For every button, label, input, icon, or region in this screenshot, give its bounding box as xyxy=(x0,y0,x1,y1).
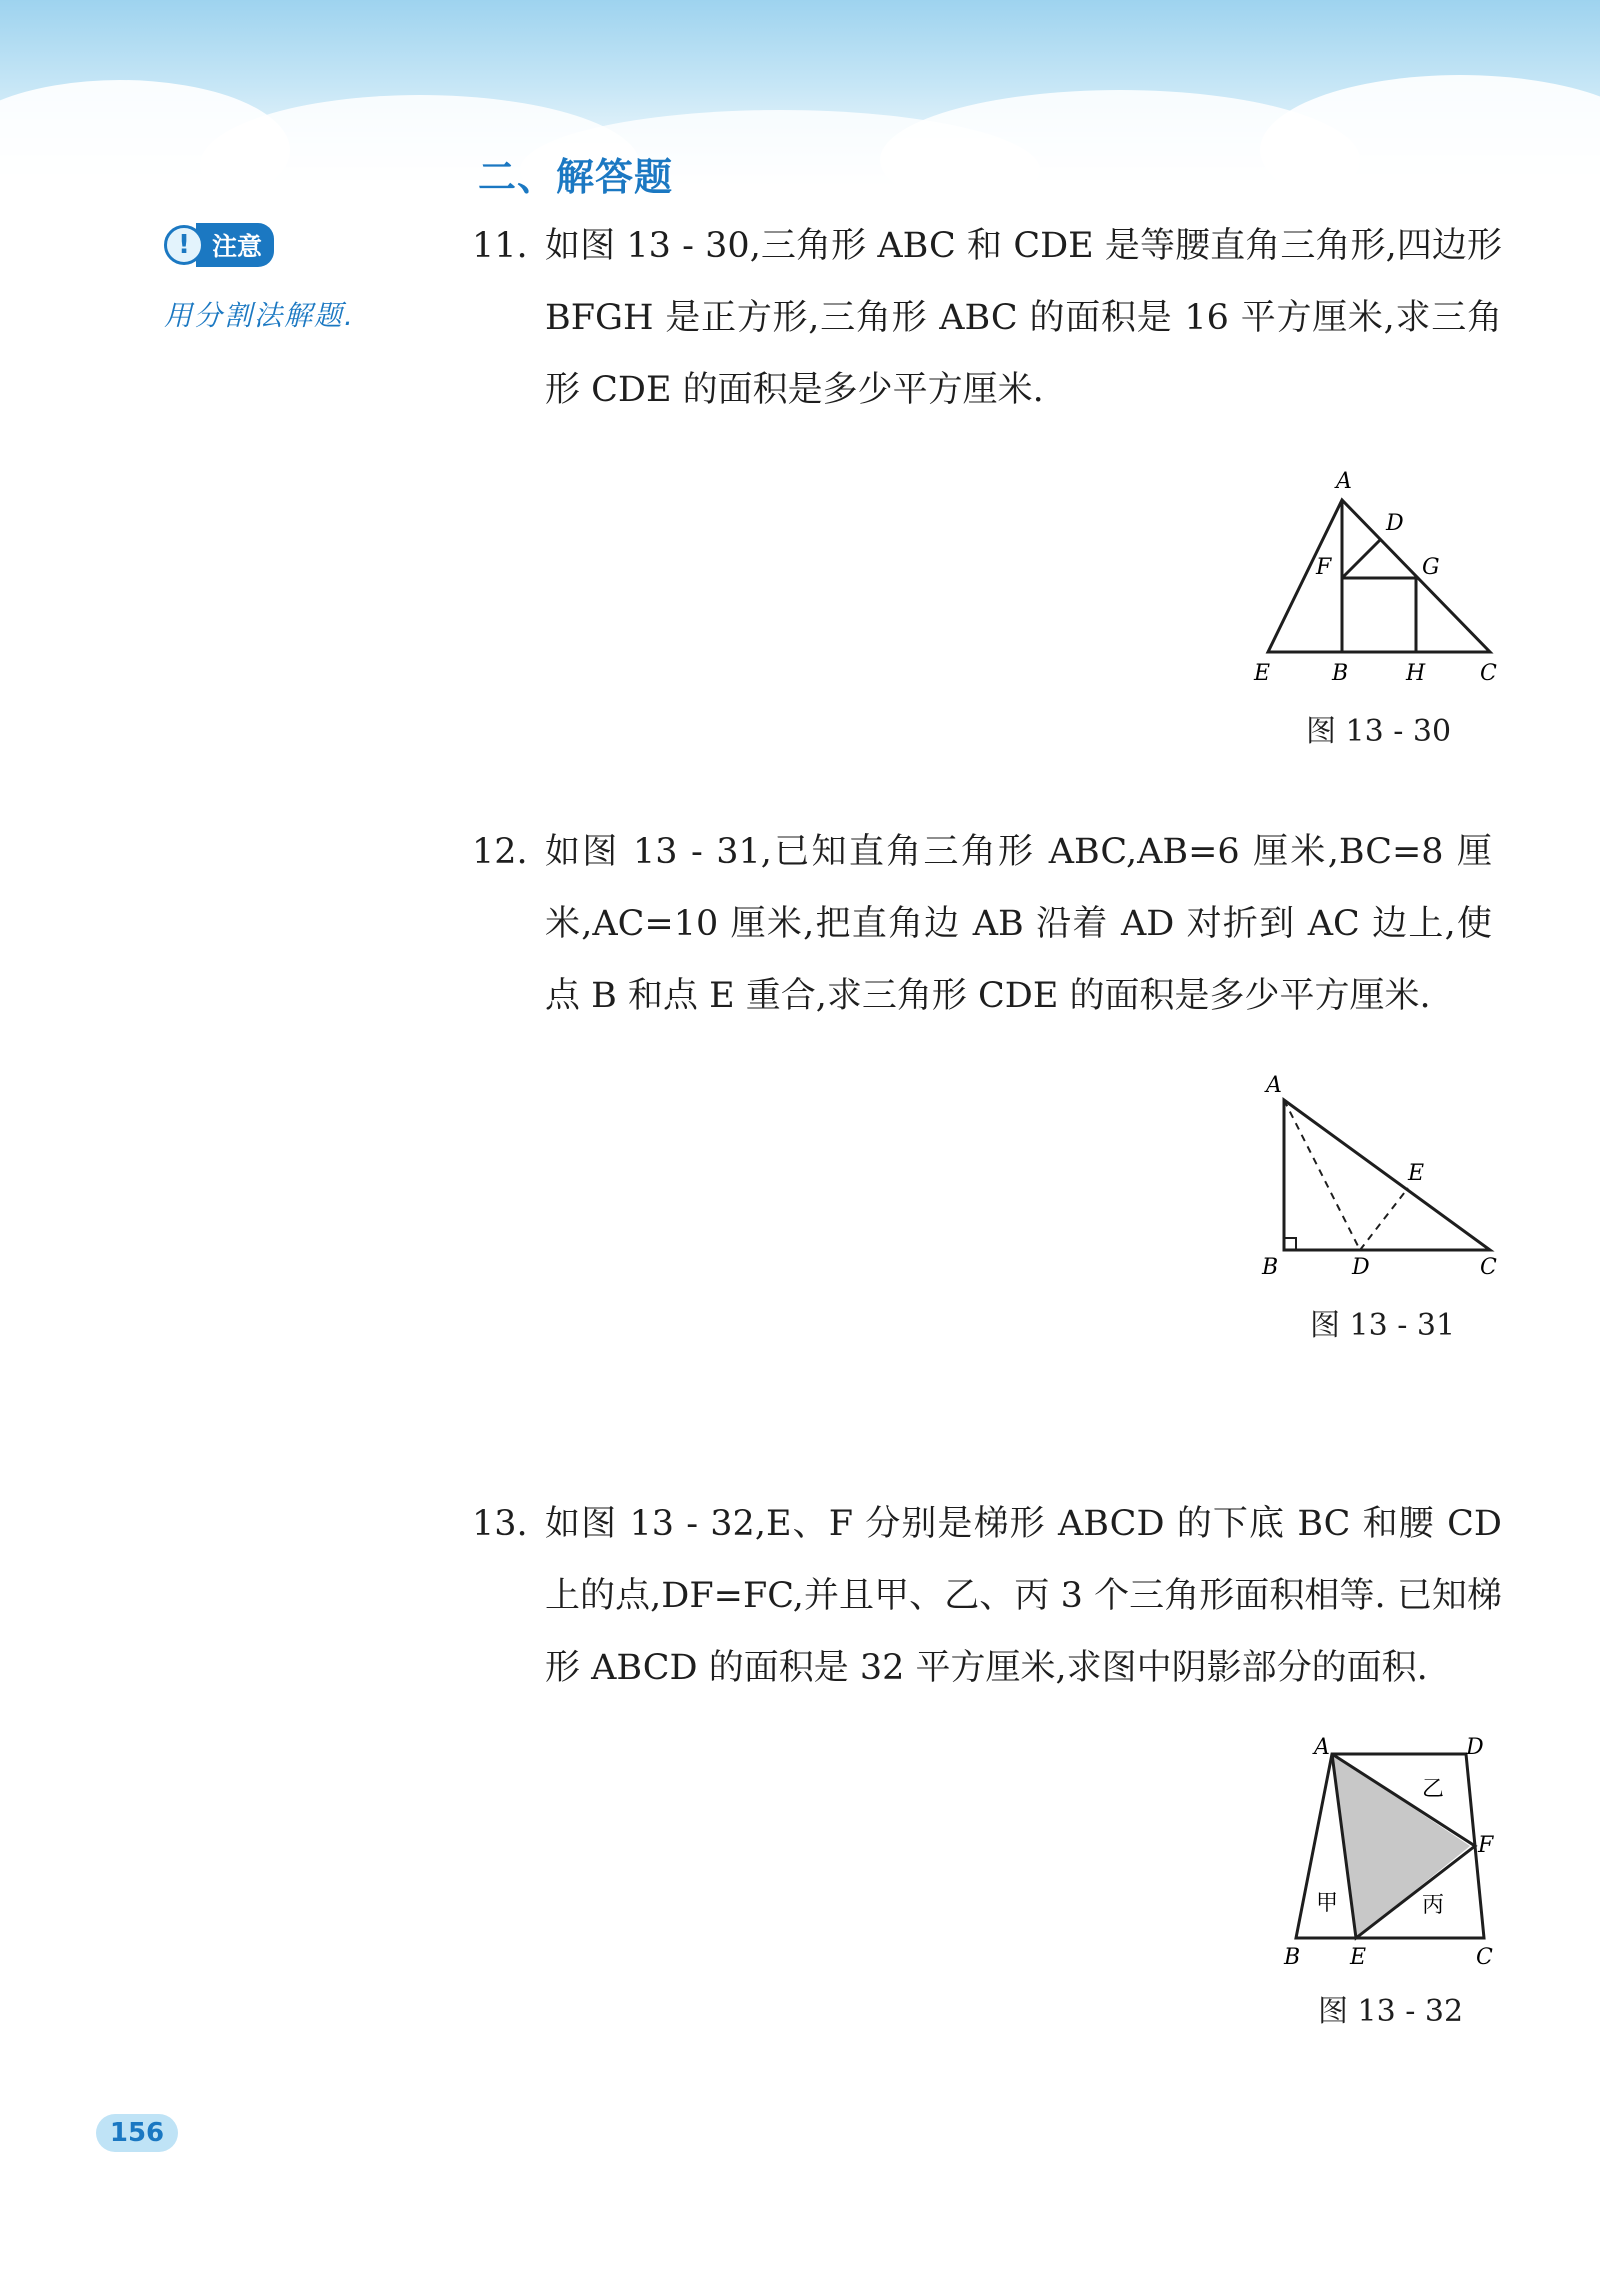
problem-13 xyxy=(472,1488,1502,1704)
label-f: F xyxy=(1478,1833,1494,1858)
label-d: D xyxy=(1466,1735,1484,1760)
label-b: B xyxy=(1262,1255,1279,1280)
note-badge xyxy=(164,224,274,266)
label-e: E xyxy=(1408,1161,1425,1186)
note-text: 用分割法解题. xyxy=(164,299,355,332)
problem-number: 12. xyxy=(472,832,528,872)
label-e: E xyxy=(1350,1945,1367,1970)
label-jia: 甲 xyxy=(1316,1891,1339,1916)
label-h: H xyxy=(1406,661,1426,686)
label-f: F xyxy=(1316,555,1332,580)
label-e: E xyxy=(1254,661,1271,686)
section-title: 二、解答题 xyxy=(478,155,674,199)
problem-text: 如图 13 - 30,三角形 ABC 和 CDE 是等腰直角三角形,四边形 BFGH 是正方形,三角形 ABC 的面积是 16 平方厘米,求三角形 CDE 的面积是多少平方厘米. xyxy=(545,226,1502,410)
label-d: D xyxy=(1352,1255,1370,1280)
problem-text: 如图 13 - 32,E、F 分别是梯形 ABCD 的下底 BC 和腰 CD 上的点,DF=FC,并且甲、乙、丙 3 个三角形面积相等. 已知梯形 ABCD 的面积是 32 平方厘米,求图中阴影部分的面积. xyxy=(545,1504,1502,1688)
label-c: C xyxy=(1480,661,1497,686)
figure-caption: 图 13 - 30 xyxy=(1306,714,1452,749)
figure-caption: 图 13 - 31 xyxy=(1310,1308,1456,1343)
problem-text: 如图 13 - 31,已知直角三角形 ABC,AB=6 厘米,BC=8 厘米,AC=10 厘米,把直角边 AB 沿着 AD 对折到 AC 边上,使点 B 和点 E 重合,求三角形 CDE 的面积是多少平方厘米. xyxy=(545,832,1492,1016)
label-b: B xyxy=(1284,1945,1301,1970)
figure-caption: 图 13 - 32 xyxy=(1318,1994,1464,2029)
label-c: C xyxy=(1480,1255,1497,1280)
problem-number: 13. xyxy=(472,1504,528,1544)
problem-number: 11. xyxy=(472,226,528,266)
page-number: 156 xyxy=(96,2114,178,2152)
exclamation-icon: ! xyxy=(164,225,204,265)
problem-12 xyxy=(472,816,1502,1032)
label-b: B xyxy=(1332,661,1349,686)
header-sky-banner xyxy=(0,0,1600,190)
figure-13-32 xyxy=(1270,1730,1510,1970)
label-a: A xyxy=(1266,1073,1282,1098)
note-badge-label: 注意 xyxy=(196,223,274,267)
label-d: D xyxy=(1386,511,1404,536)
label-g: G xyxy=(1422,555,1440,580)
problem-11 xyxy=(472,210,1502,426)
figure-13-31 xyxy=(1250,1070,1510,1290)
figure-13-30 xyxy=(1240,460,1520,690)
label-c: C xyxy=(1476,1945,1493,1970)
label-bing: 丙 xyxy=(1422,1893,1445,1918)
label-a: A xyxy=(1336,469,1352,494)
label-yi: 乙 xyxy=(1422,1777,1445,1802)
label-a: A xyxy=(1314,1735,1330,1760)
cloud-decoration xyxy=(0,0,1600,190)
